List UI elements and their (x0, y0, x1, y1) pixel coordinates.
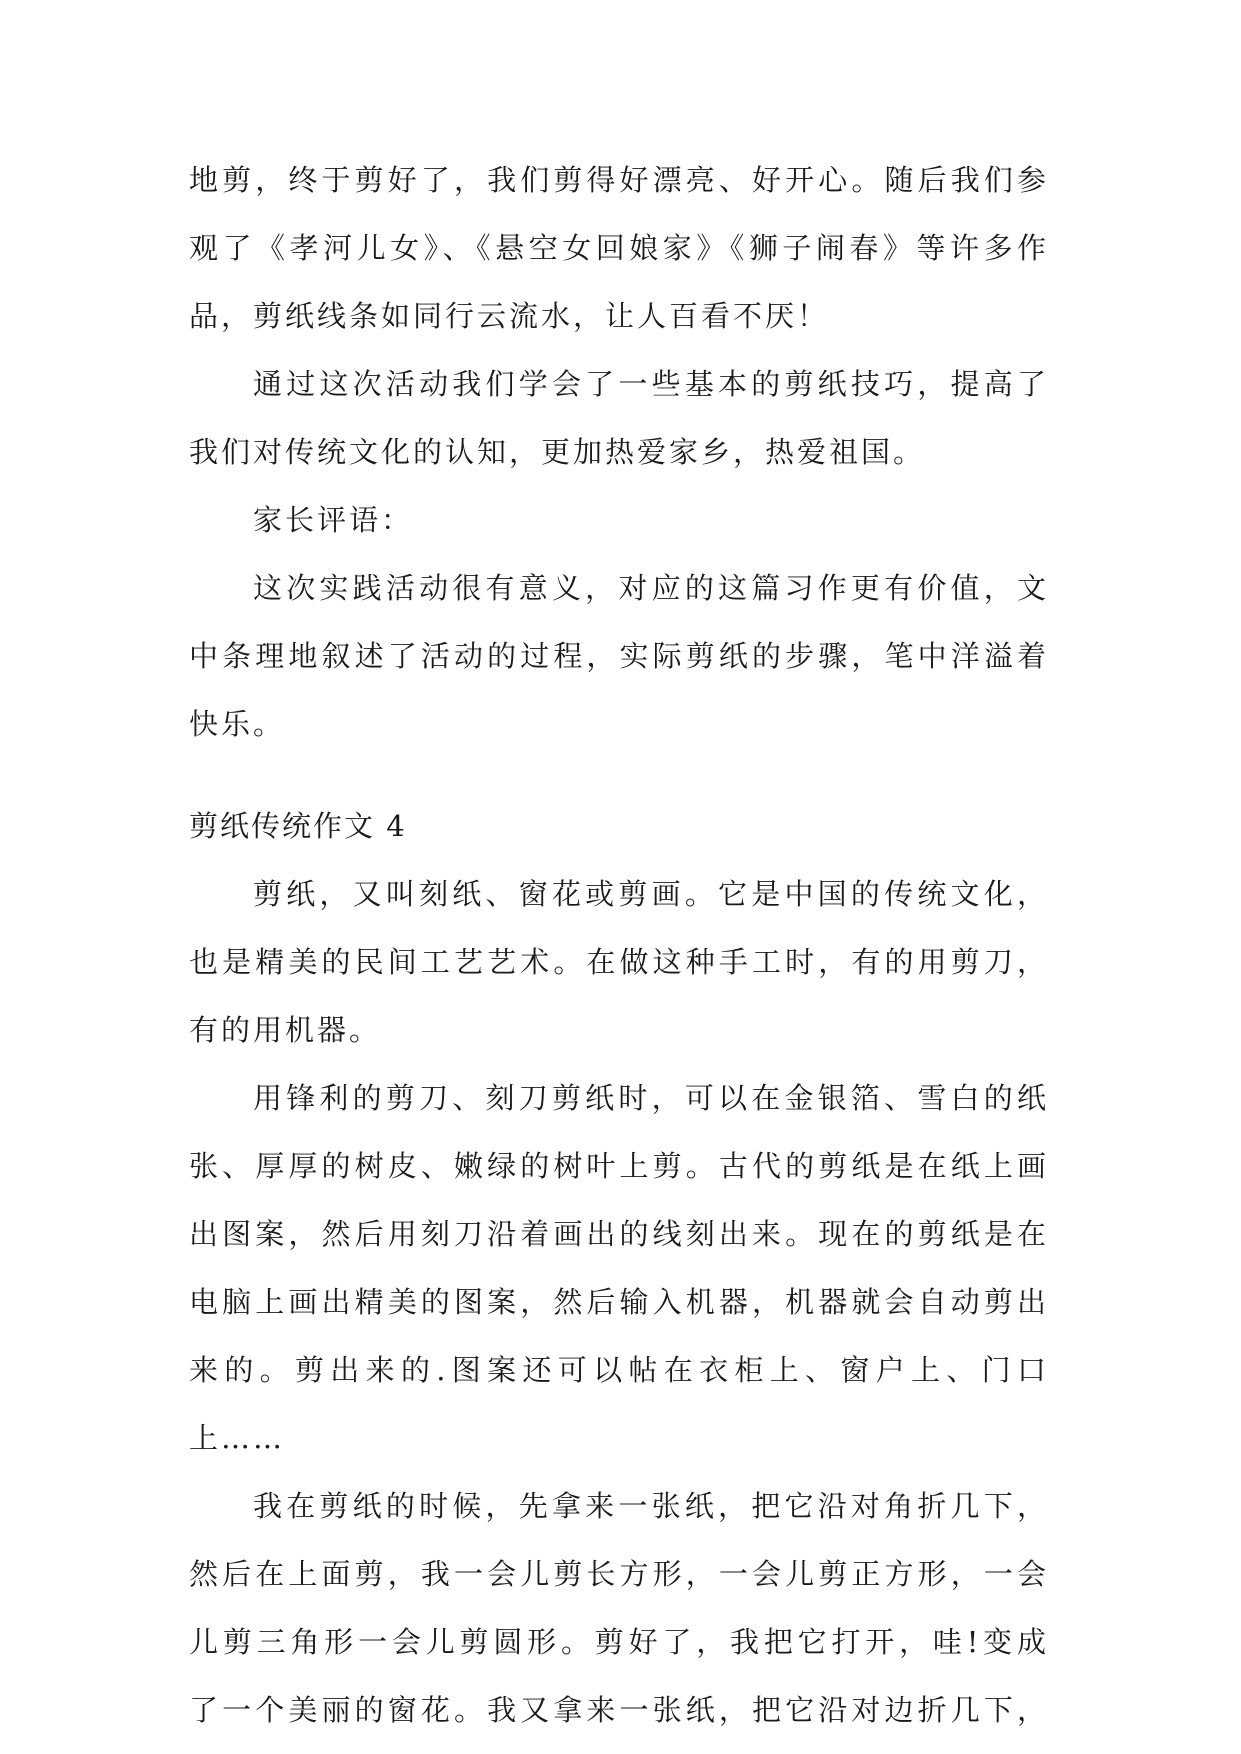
text-line: 剪纸，又叫刻纸、窗花或剪画。它是中国的传统文化， (253, 877, 1049, 911)
text-line: 通过这次活动我们学会了一些基本的剪纸技巧，提高了 (253, 367, 1049, 401)
text-line: 电脑上画出精美的图案，然后输入机器，机器就会自动剪出 (189, 1285, 1049, 1319)
text-line: 了一个美丽的窗花。我又拿来一张纸，把它沿对边折几下， (189, 1693, 1049, 1727)
text-line: 儿剪三角形一会儿剪圆形。剪好了，我把它打开，哇!变成 (189, 1625, 1049, 1659)
text-line: 这次实践活动很有意义，对应的这篇习作更有价值，文 (253, 571, 1049, 605)
text-line: 也是精美的民间工艺艺术。在做这种手工时，有的用剪刀， (189, 945, 1049, 979)
text-line: 快乐。 (189, 707, 286, 741)
text-line: 地剪，终于剪好了，我们剪得好漂亮、好开心。随后我们参 (189, 163, 1049, 197)
section-title: 剪纸传统作文 4 (189, 809, 407, 843)
text-line: 观了《孝河儿女》、《悬空女回娘家》《狮子闹春》等许多作 (189, 231, 1049, 265)
text-line: 我在剪纸的时候，先拿来一张纸，把它沿对角折几下， (253, 1489, 1049, 1523)
text-line: 上…… (189, 1421, 286, 1455)
text-line: 品，剪纸线条如同行云流水，让人百看不厌！ (189, 299, 830, 333)
text-line: 有的用机器。 (189, 1013, 382, 1047)
text-line: 用锋利的剪刀、刻刀剪纸时，可以在金银箔、雪白的纸 (253, 1081, 1049, 1115)
text-line: 来的。剪出来的.图案还可以帖在衣柜上、窗户上、门口 (189, 1353, 1049, 1387)
text-line: 中条理地叙述了活动的过程，实际剪纸的步骤，笔中洋溢着 (189, 639, 1049, 673)
text-line: 我们对传统文化的认知，更加热爱家乡，热爱祖国。 (189, 435, 926, 469)
text-line: 出图案，然后用刻刀沿着画出的线刻出来。现在的剪纸是在 (189, 1217, 1049, 1251)
text-line: 家长评语： (253, 503, 414, 537)
text-line: 张、厚厚的树皮、嫩绿的树叶上剪。古代的剪纸是在纸上画 (189, 1149, 1049, 1183)
text-line: 然后在上面剪，我一会儿剪长方形，一会儿剪正方形，一会 (189, 1557, 1049, 1591)
